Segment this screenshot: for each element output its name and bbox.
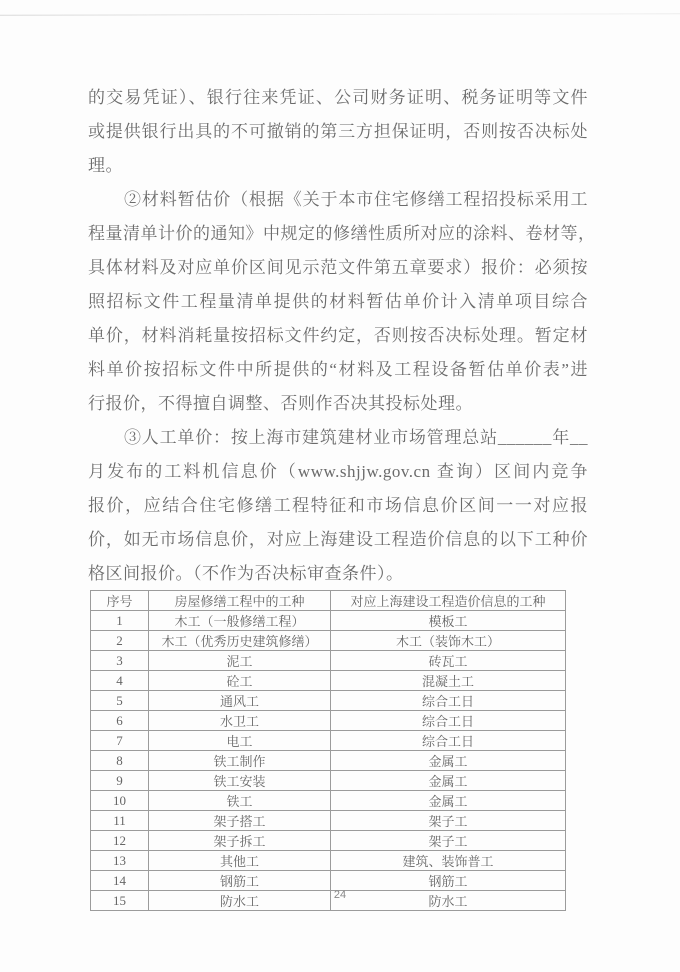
text-line: 单价，材料消耗量按招标文件约定，否则按否决标处理。暂定材 <box>88 326 588 345</box>
table-row <box>91 651 566 671</box>
table-cell: 水卫工 <box>149 711 331 731</box>
table-cell: 1 <box>91 611 149 631</box>
table-cell: 2 <box>91 631 149 651</box>
text-line: 价，如无市场信息价，对应上海建设工程造价信息的以下工种价 <box>88 530 588 549</box>
table-cell: 13 <box>91 851 149 871</box>
table-row <box>91 811 566 831</box>
text-line: 或提供银行出具的不可撤销的第三方担保证明，否则按否决标处 <box>88 122 588 141</box>
table-cell: 防水工 <box>149 891 331 911</box>
table-cell: 金属工 <box>331 791 566 811</box>
text-line: 程量清单计价的通知》中规定的修缮性质所对应的涂料、卷材等， <box>88 224 596 243</box>
text-line: 格区间报价。（不作为否决标审查条件）。 <box>88 564 404 583</box>
table-cell: 木工（装饰木工） <box>331 631 566 651</box>
table-cell: 木工（一般修缮工程） <box>149 611 331 631</box>
table-cell: 12 <box>91 831 149 851</box>
table-row <box>91 631 566 651</box>
table-cell: 15 <box>91 891 149 911</box>
table-row <box>91 691 566 711</box>
text-line: ②材料暂估价（根据《关于本市住宅修缮工程招投标采用工 <box>124 190 588 209</box>
table-cell: 架子搭工 <box>149 811 331 831</box>
table-cell: 5 <box>91 691 149 711</box>
table-cell: 铁工 <box>149 791 331 811</box>
table-row <box>91 671 566 691</box>
table-row <box>91 871 566 891</box>
table-cell: 架子工 <box>331 831 566 851</box>
table-header-row <box>91 591 566 611</box>
table-cell: 其他工 <box>149 851 331 871</box>
text-line: 具体材料及对应单价区间见示范文件第五章要求）报价：必须按 <box>88 258 588 277</box>
scan-artifact-line <box>0 13 680 15</box>
table-cell: 6 <box>91 711 149 731</box>
table-header-cell: 序号 <box>91 591 149 611</box>
text-line: 理。 <box>88 156 123 175</box>
table-row <box>91 611 566 631</box>
table-row <box>91 791 566 811</box>
table-cell: 钢筋工 <box>331 871 566 891</box>
trade-mapping-table <box>90 590 566 911</box>
table-cell: 综合工日 <box>331 711 566 731</box>
table-cell: 泥工 <box>149 651 331 671</box>
table-row <box>91 831 566 851</box>
table-cell: 8 <box>91 751 149 771</box>
page-number: 24 <box>333 889 347 901</box>
table-row <box>91 751 566 771</box>
text-line: ③人工单价：按上海市建筑建材业市场管理总站______年__ <box>124 428 588 447</box>
table-cell: 10 <box>91 791 149 811</box>
text-line: 照招标文件工程量清单提供的材料暂估单价计入清单项目综合 <box>88 292 588 311</box>
text-line: 月发布的工料机信息价（www.shjjw.gov.cn 查询）区间内竞争 <box>88 462 588 481</box>
table-cell: 砖瓦工 <box>331 651 566 671</box>
table-cell: 模板工 <box>331 611 566 631</box>
table-cell: 钢筋工 <box>149 871 331 891</box>
document-body-text <box>88 81 596 591</box>
table-cell: 11 <box>91 811 149 831</box>
text-line: 报价，应结合住宅修缮工程特征和市场信息价区间一一对应报 <box>88 496 588 515</box>
table-cell: 砼工 <box>149 671 331 691</box>
table-header-cell: 房屋修缮工程中的工种 <box>149 591 331 611</box>
table-cell: 综合工日 <box>331 691 566 711</box>
table-row <box>91 851 566 871</box>
table-cell: 电工 <box>149 731 331 751</box>
table-row <box>91 731 566 751</box>
table-cell: 通风工 <box>149 691 331 711</box>
table-cell: 4 <box>91 671 149 691</box>
table-cell: 防水工 <box>331 891 566 911</box>
table-row <box>91 711 566 731</box>
text-line: 的交易凭证）、银行往来凭证、公司财务证明、税务证明等文件 <box>88 88 588 107</box>
table-cell: 综合工日 <box>331 731 566 751</box>
table-cell: 7 <box>91 731 149 751</box>
text-line: 料单价按招标文件中所提供的“材料及工程设备暂估单价表”进 <box>88 360 588 379</box>
table-cell: 架子拆工 <box>149 831 331 851</box>
table-cell: 金属工 <box>331 771 566 791</box>
table-cell: 铁工安装 <box>149 771 331 791</box>
table-header-cell: 对应上海建设工程造价信息的工种 <box>331 591 566 611</box>
table-cell: 14 <box>91 871 149 891</box>
table-cell: 9 <box>91 771 149 791</box>
text-line: 行报价，不得擅自调整、否则作否决其投标处理。 <box>88 394 473 413</box>
table-cell: 金属工 <box>331 751 566 771</box>
table-cell: 铁工制作 <box>149 751 331 771</box>
table-cell: 混凝土工 <box>331 671 566 691</box>
table-cell: 建筑、装饰普工 <box>331 851 566 871</box>
table-cell: 架子工 <box>331 811 566 831</box>
table-cell: 3 <box>91 651 149 671</box>
table-cell: 木工（优秀历史建筑修缮） <box>149 631 331 651</box>
table-row <box>91 771 566 791</box>
